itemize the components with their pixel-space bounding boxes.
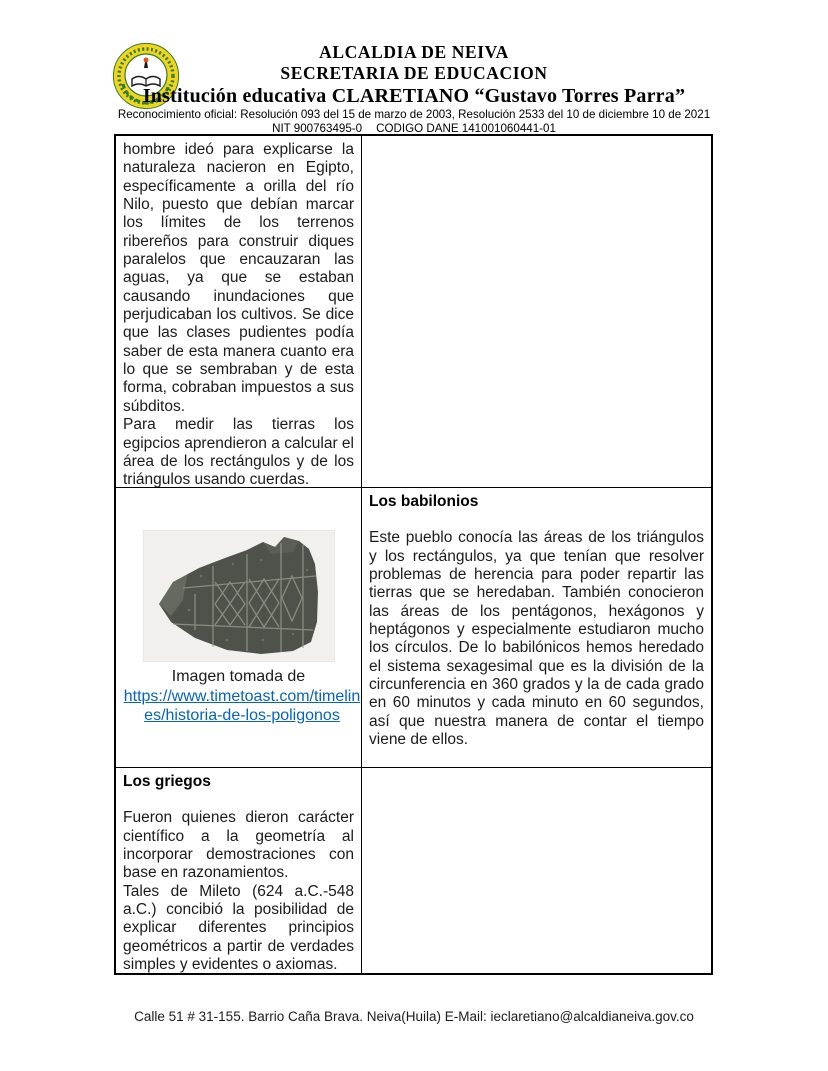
header-title-alcaldia: ALCALDIA DE NEIVA	[319, 42, 509, 62]
document-header	[8, 42, 820, 135]
babylonians-paragraph: Este pueblo conocía las áreas de los triángulos y los rectángulos, ya que tenían que resolver problemas de herencia para poder repartir las tierras que se heredaban. También conocieron las áreas de los pentágonos, hexágonos y heptágonos y especialmente estudiaron mucho los círculos. De lo babilónicos hemos heredado el sistema sexagesimal que es la división de la circunferencia en 360 grados y la de cada grado en 60 minutos y cada minuto en 60 segundos, así que nuestra manera de contar el tiempo viene de ellos.	[369, 529, 704, 749]
egyptians-paragraph-2: Para medir las tierras los egipcios aprendieron a calcular el área de los rectángulos y de los triángulos usando cuerdas.	[123, 416, 354, 488]
cell-tablet-figure	[116, 488, 362, 768]
header-title-secretaria: SECRETARIA DE EDUCACION	[280, 63, 548, 83]
footer-address: Calle 51 # 31-155. Barrio Caña Brava. Neiva(Huila) E-Mail: ieclaretiano@alcaldianeiva.gov.co	[134, 1009, 694, 1024]
header-nit: NIT 900763495-0	[272, 121, 363, 135]
header-dane-code: CODIGO DANE 141001060441-01	[376, 121, 556, 135]
cell-babylonians-text	[362, 488, 711, 768]
greeks-heading: Los griegos	[123, 773, 211, 790]
babylonians-heading: Los babilonios	[369, 493, 479, 510]
clay-tablet-image	[143, 530, 335, 662]
egyptians-paragraph-1: hombre ideó para explicarse la naturaleza nacieron en Egipto, específicamente a orilla del río Nilo, puesto que debían marcar los límites de los terrenos ribereños para construir diques paralelos que encauzaran las aguas, ya que se estaban causando inundaciones que perjudicaban los cultivos. Se dice que las clases pudientes podía saber de esta manera cuanto era lo que se sembraban y de esta forma, cobraban impuestos a sus súbditos.	[123, 141, 354, 415]
header-recognition-line: Reconocimiento oficial: Resolución 093 del 15 de marzo de 2003, Resolución 2533 del 10 de diciembre 10 de 2021	[117, 108, 711, 121]
cell-egyptians-text	[116, 136, 362, 488]
greeks-paragraph-1: Fueron quienes dieron carácter científico a la geometría al incorporar demostraciones con base en razonamientos.	[123, 809, 354, 882]
header-title-institucion: Institución educativa CLARETIANO “Gustavo Torres Parra”	[142, 85, 686, 107]
figure-source-link[interactable]: https://www.timetoast.com/timelines/historia-de-los-poligonos	[123, 687, 361, 724]
greeks-paragraph-2: Tales de Mileto (624 a.C.-548 a.C.) concibió la posibilidad de explicar diferentes principios geométricos a partir de verdades simples y evidentes o axiomas.	[123, 882, 354, 973]
empty-cell-top-right	[362, 136, 711, 488]
figure-caption-text: Imagen tomada de	[171, 668, 306, 685]
cell-greeks-text	[116, 768, 362, 973]
content-table	[114, 134, 713, 975]
figure-caption	[123, 667, 361, 726]
empty-cell-bottom-right	[362, 768, 711, 973]
